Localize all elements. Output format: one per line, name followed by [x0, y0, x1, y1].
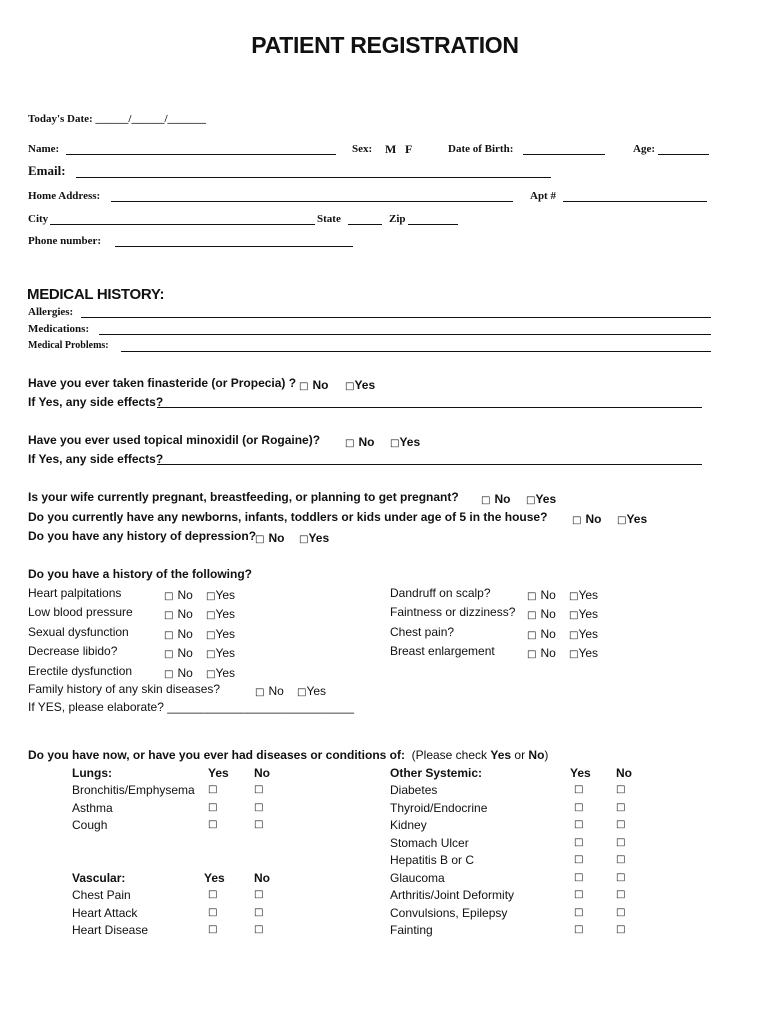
condition-no-checkbox[interactable]: □	[616, 889, 626, 900]
lungs-no-header: No	[254, 766, 270, 780]
email-input[interactable]	[76, 177, 551, 178]
condition-no-checkbox[interactable]: □	[616, 871, 626, 883]
condition-no-checkbox[interactable]: □	[616, 836, 626, 848]
age-input[interactable]	[658, 154, 709, 155]
checkbox[interactable]: □	[527, 610, 537, 622]
checkbox[interactable]: □	[206, 629, 216, 641]
condition-systemic-label: Kidney	[390, 818, 427, 832]
history-left-no-option[interactable]	[164, 664, 193, 682]
yes-label: Yes	[399, 435, 421, 449]
history-right-label: Breast enlargement	[390, 644, 495, 659]
lungs-heading: Lungs:	[72, 766, 112, 780]
email-label: Email:	[28, 163, 66, 178]
checkbox[interactable]: □	[206, 591, 216, 602]
checkbox[interactable]: □	[299, 381, 309, 392]
yes-label: Yes	[215, 588, 236, 602]
history-left-yes-option[interactable]	[206, 664, 235, 682]
history-right-label: Faintness or dizziness?	[390, 605, 516, 620]
no-label: No	[177, 607, 193, 622]
checkbox[interactable]: □	[164, 591, 174, 602]
no-label: No	[358, 435, 375, 449]
phone-input[interactable]	[115, 246, 353, 247]
todays-date-field[interactable]: Today's Date: ______/______/_______	[28, 113, 207, 125]
apt-input[interactable]	[563, 201, 707, 202]
side-effects-input-1[interactable]	[157, 407, 702, 408]
finasteride-yes-option[interactable]	[345, 376, 375, 394]
vascular-no-header: No	[254, 871, 270, 885]
condition-no-checkbox[interactable]: □	[616, 924, 626, 935]
history-left-no-option[interactable]	[164, 625, 193, 643]
condition-no-checkbox[interactable]: □	[254, 801, 264, 813]
checkbox[interactable]: □	[572, 515, 582, 526]
condition-yes-checkbox[interactable]: □	[574, 801, 584, 813]
side-effects-label-1: If Yes, any side effects?	[28, 395, 164, 409]
newborns-yes-option[interactable]	[617, 510, 647, 528]
condition-yes-checkbox[interactable]: □	[574, 784, 584, 795]
minoxidil-question: Have you ever used topical minoxidil (or Rogaine)?	[28, 433, 321, 447]
condition-no-checkbox[interactable]: □	[254, 906, 264, 918]
yes-label: Yes	[354, 378, 376, 392]
name-label: Name:	[28, 143, 60, 155]
home-address-input[interactable]	[111, 201, 513, 202]
condition-systemic-label: Thyroid/Endocrine	[390, 800, 488, 815]
condition-no-checkbox[interactable]: □	[616, 906, 626, 918]
checkbox[interactable]: □	[390, 438, 400, 449]
condition-yes-checkbox[interactable]: □	[574, 906, 584, 918]
vascular-heading: Vascular:	[72, 871, 126, 885]
checkbox[interactable]: □	[255, 687, 265, 698]
medical-problems-label: Medical Problems:	[28, 340, 109, 351]
condition-systemic-label: Diabetes	[390, 783, 438, 797]
page-title: PATIENT REGISTRATION	[251, 32, 519, 58]
condition-no-checkbox[interactable]: □	[254, 819, 264, 830]
zip-input[interactable]	[408, 224, 458, 225]
checkbox[interactable]: □	[299, 534, 309, 545]
medical-problems-input[interactable]	[121, 351, 711, 352]
checkbox[interactable]: □	[569, 649, 579, 661]
history-left-yes-option[interactable]	[206, 644, 235, 662]
checkbox[interactable]: □	[481, 495, 491, 506]
state-input[interactable]	[348, 224, 382, 225]
checkbox[interactable]: □	[206, 610, 216, 622]
no-label: No	[540, 626, 556, 641]
conditions-note-close: )	[544, 748, 549, 762]
vascular-yes-header: Yes	[204, 871, 225, 885]
condition-yes-checkbox[interactable]: □	[574, 819, 584, 830]
condition-systemic-label: Glaucoma	[390, 870, 445, 885]
condition-no-checkbox[interactable]: □	[616, 784, 626, 795]
newborns-no-option[interactable]	[572, 510, 601, 528]
no-label: No	[177, 646, 193, 661]
newborns-question: Do you currently have any newborns, infants, toddlers or kids under age of 5 in the house?	[28, 510, 548, 524]
condition-no-checkbox[interactable]: □	[254, 889, 264, 900]
medications-label: Medications:	[28, 323, 90, 335]
checkbox[interactable]: □	[255, 534, 265, 545]
history-right-yes-option[interactable]	[569, 605, 598, 623]
apt-label: Apt #	[530, 190, 556, 202]
allergies-input[interactable]	[81, 317, 711, 318]
condition-systemic-label: Fainting	[390, 923, 433, 937]
checkbox[interactable]: □	[569, 629, 579, 641]
no-label: No	[540, 646, 556, 661]
checkbox[interactable]: □	[345, 381, 355, 392]
yes-label: Yes	[215, 665, 236, 680]
condition-yes-checkbox[interactable]: □	[208, 889, 218, 900]
checkbox[interactable]: □	[345, 438, 355, 449]
conditions-note-a: (Please check	[411, 748, 491, 762]
checkbox[interactable]: □	[569, 610, 579, 622]
checkbox[interactable]: □	[164, 649, 174, 661]
side-effects-label-2: If Yes, any side effects?	[28, 452, 164, 466]
pregnant-question: Is your wife currently pregnant, breastfeeding, or planning to get pregnant?	[28, 490, 459, 504]
condition-vascular-label: Heart Attack	[72, 905, 138, 920]
conditions-note-no: No	[528, 748, 545, 762]
finasteride-no-option[interactable]	[299, 376, 328, 394]
history-right-label: Chest pain?	[390, 624, 455, 639]
yes-label: Yes	[535, 492, 557, 506]
family-skin-no-option[interactable]	[255, 682, 284, 700]
checkbox[interactable]: □	[527, 649, 537, 661]
condition-vascular-label: Chest Pain	[72, 888, 131, 902]
conditions-heading	[28, 748, 548, 762]
history-left-no-option[interactable]	[164, 605, 193, 623]
history-left-no-option[interactable]	[164, 586, 193, 604]
history-right-label: Dandruff on scalp?	[390, 586, 491, 600]
condition-no-checkbox[interactable]: □	[254, 784, 264, 795]
condition-no-checkbox[interactable]: □	[616, 819, 626, 830]
condition-yes-checkbox[interactable]: □	[208, 784, 218, 795]
conditions-note-yes: Yes	[490, 748, 512, 762]
condition-yes-checkbox[interactable]: □	[208, 819, 218, 830]
history-heading: Do you have a history of the following?	[28, 567, 253, 581]
family-skin-yes-option[interactable]	[297, 682, 326, 700]
medical-history-heading: MEDICAL HISTORY:	[27, 286, 165, 303]
systemic-heading: Other Systemic:	[390, 766, 483, 780]
lungs-yes-header: Yes	[208, 766, 229, 780]
history-left-yes-option[interactable]	[206, 605, 235, 623]
minoxidil-no-option[interactable]	[345, 433, 374, 451]
no-label: No	[494, 492, 511, 506]
condition-systemic-label: Arthritis/Joint Deformity	[390, 888, 515, 902]
condition-no-checkbox[interactable]: □	[254, 924, 264, 935]
yes-label: Yes	[215, 646, 236, 661]
checkbox[interactable]: □	[164, 610, 174, 622]
no-label: No	[177, 665, 193, 680]
checkbox[interactable]: □	[617, 515, 627, 526]
yes-label: Yes	[578, 588, 599, 602]
condition-no-checkbox[interactable]: □	[616, 801, 626, 813]
city-label: City	[28, 213, 49, 225]
condition-yes-checkbox[interactable]: □	[574, 836, 584, 848]
no-label: No	[177, 626, 193, 641]
yes-label: Yes	[578, 626, 599, 641]
sex-option-m[interactable]: M	[385, 142, 397, 156]
conditions-heading-text: Do you have now, or have you ever had diseases or conditions of:	[28, 748, 405, 762]
checkbox[interactable]: □	[164, 629, 174, 641]
history-right-no-option[interactable]	[527, 644, 556, 662]
state-label: State	[317, 213, 341, 225]
depression-question: Do you have any history of depression?	[28, 529, 257, 543]
city-input[interactable]	[50, 224, 315, 225]
condition-yes-checkbox[interactable]: □	[208, 801, 218, 813]
yes-label: Yes	[215, 626, 236, 641]
no-label: No	[585, 512, 602, 526]
history-left-label: Decrease libido?	[28, 644, 118, 659]
systemic-no-header: No	[616, 766, 632, 780]
systemic-yes-header: Yes	[570, 766, 591, 780]
checkbox[interactable]: □	[206, 668, 216, 680]
pregnant-no-option[interactable]	[481, 490, 510, 508]
yes-label: Yes	[308, 531, 330, 545]
history-left-yes-option[interactable]	[206, 586, 235, 604]
condition-no-checkbox[interactable]: □	[616, 854, 626, 865]
history-right-no-option[interactable]	[527, 586, 556, 604]
conditions-note-or: or	[511, 748, 529, 762]
no-label: No	[268, 531, 285, 545]
allergies-label: Allergies:	[28, 306, 74, 318]
checkbox[interactable]: □	[527, 591, 537, 602]
yes-label: Yes	[215, 607, 236, 622]
depression-no-option[interactable]	[255, 529, 284, 547]
checkbox[interactable]: □	[526, 495, 536, 506]
depression-yes-option[interactable]	[299, 529, 329, 547]
yes-label: Yes	[578, 607, 599, 622]
yes-label: Yes	[578, 646, 599, 661]
finasteride-question: Have you ever taken finasteride (or Propecia) ?	[28, 376, 297, 390]
condition-systemic-label: Stomach Ulcer	[390, 835, 469, 850]
yes-label: Yes	[306, 684, 327, 698]
condition-yes-checkbox[interactable]: □	[574, 924, 584, 935]
no-label: No	[312, 378, 329, 392]
condition-vascular-label: Heart Disease	[72, 923, 149, 937]
dob-input[interactable]	[523, 154, 605, 155]
pregnant-yes-option[interactable]	[526, 490, 556, 508]
checkbox[interactable]: □	[297, 687, 307, 698]
name-input[interactable]	[66, 154, 336, 155]
yes-label: Yes	[626, 512, 648, 526]
family-skin-question: Family history of any skin diseases?	[28, 682, 221, 696]
dob-label: Date of Birth:	[448, 143, 514, 155]
history-right-yes-option[interactable]	[569, 625, 598, 643]
checkbox[interactable]: □	[206, 649, 216, 661]
history-right-no-option[interactable]	[527, 625, 556, 643]
condition-lungs-label: Cough	[72, 818, 108, 832]
home-address-label: Home Address:	[28, 190, 101, 202]
condition-yes-checkbox[interactable]: □	[208, 924, 218, 935]
condition-yes-checkbox[interactable]: □	[208, 906, 218, 918]
no-label: No	[540, 607, 556, 622]
history-right-no-option[interactable]	[527, 605, 556, 623]
no-label: No	[177, 588, 193, 602]
history-left-yes-option[interactable]	[206, 625, 235, 643]
checkbox[interactable]: □	[527, 629, 537, 641]
elaborate-field[interactable]: If YES, please elaborate? ____________________________	[28, 700, 355, 714]
condition-lungs-label: Asthma	[72, 800, 113, 815]
condition-yes-checkbox[interactable]: □	[574, 854, 584, 865]
zip-label: Zip	[389, 213, 406, 225]
condition-yes-checkbox[interactable]: □	[574, 889, 584, 900]
minoxidil-yes-option[interactable]	[390, 433, 420, 451]
age-label: Age:	[633, 143, 655, 155]
condition-yes-checkbox[interactable]: □	[574, 871, 584, 883]
checkbox[interactable]: □	[164, 668, 174, 680]
sex-label: Sex:	[352, 143, 373, 155]
sex-option-f[interactable]: F	[405, 142, 413, 156]
side-effects-input-2[interactable]	[157, 464, 702, 465]
history-right-yes-option[interactable]	[569, 586, 598, 604]
no-label: No	[540, 588, 556, 602]
history-left-label: Erectile dysfunction	[28, 663, 133, 678]
history-right-yes-option[interactable]	[569, 644, 598, 662]
history-left-label: Heart palpitations	[28, 586, 122, 600]
medications-input[interactable]	[99, 334, 711, 335]
condition-lungs-label: Bronchitis/Emphysema	[72, 783, 195, 797]
condition-systemic-label: Hepatitis B or C	[390, 853, 475, 867]
no-label: No	[268, 684, 284, 698]
history-left-label: Low blood pressure	[28, 605, 133, 620]
history-left-no-option[interactable]	[164, 644, 193, 662]
condition-systemic-label: Convulsions, Epilepsy	[390, 905, 508, 920]
checkbox[interactable]: □	[569, 591, 579, 602]
phone-label: Phone number:	[28, 235, 102, 247]
history-left-label: Sexual dysfunction	[28, 624, 129, 639]
